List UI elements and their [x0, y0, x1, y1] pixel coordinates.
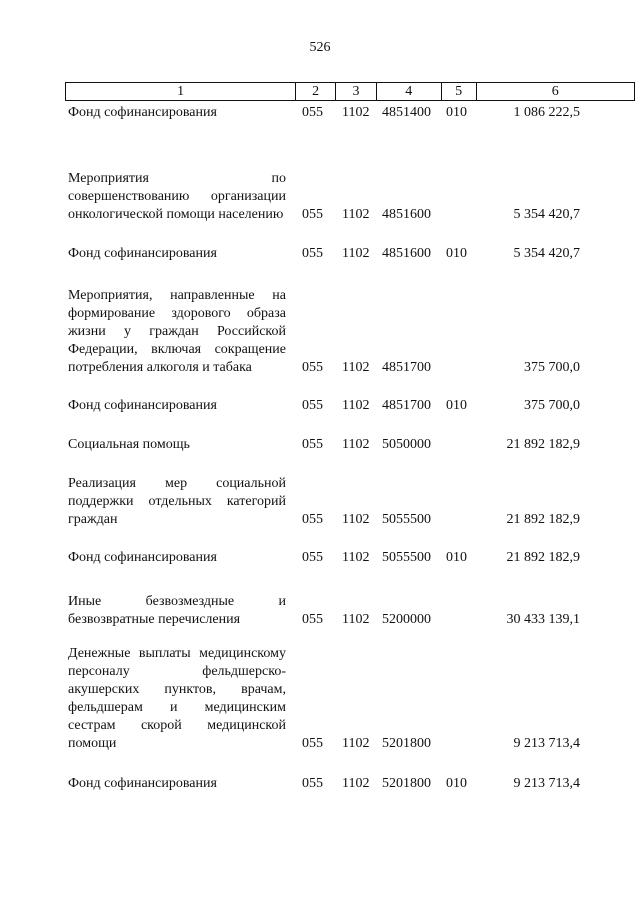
table-row [0, 475, 640, 529]
row-c6: 5 354 420,7 [513, 246, 580, 261]
row-name: Иные безвозмездные и безвозвратные перечисления [68, 594, 286, 627]
row-c2: 055 [302, 360, 323, 375]
row-c3: 1102 [342, 736, 370, 751]
row-c5: 010 [446, 105, 467, 120]
row-c6: 21 892 182,9 [506, 512, 580, 527]
row-c4: 5050000 [382, 437, 431, 452]
row-name: Фонд софинансирования [68, 550, 217, 565]
row-name: Денежные выплаты медицинскому персоналу фельдшерско-акушерских пунктов, врачам, фельдшерам и медицинским сестрам скорой медицинской помощи [68, 646, 286, 751]
row-c6: 5 354 420,7 [513, 207, 580, 222]
row-c2: 055 [302, 105, 323, 120]
row-name: Социальная помощь [68, 437, 190, 452]
row-c4: 4851600 [382, 207, 431, 222]
row-c3: 1102 [342, 360, 370, 375]
table-row [0, 436, 640, 454]
row-c6: 375 700,0 [524, 398, 580, 413]
row-c2: 055 [302, 776, 323, 791]
row-c3: 1102 [342, 207, 370, 222]
header-col-2: 2 [295, 83, 335, 100]
row-c3: 1102 [342, 246, 370, 261]
row-c2: 055 [302, 736, 323, 751]
table-row [0, 397, 640, 415]
table-header [65, 82, 635, 101]
row-c5: 010 [446, 246, 467, 261]
row-c2: 055 [302, 550, 323, 565]
table-row [0, 593, 640, 629]
table-row [0, 104, 640, 122]
row-c3: 1102 [342, 512, 370, 527]
page-number: 526 [309, 40, 331, 55]
row-c3: 1102 [342, 776, 370, 791]
row-c3: 1102 [342, 437, 370, 452]
row-c6: 1 086 222,5 [513, 105, 580, 120]
row-c6: 9 213 713,4 [513, 736, 580, 751]
row-c3: 1102 [342, 105, 370, 120]
row-c3: 1102 [342, 398, 370, 413]
row-c4: 5201800 [382, 736, 431, 751]
row-c6: 21 892 182,9 [506, 550, 580, 565]
row-c5: 010 [446, 550, 467, 565]
row-c5: 010 [446, 776, 467, 791]
row-c4: 4851700 [382, 360, 431, 375]
row-name: Фонд софинансирования [68, 776, 217, 791]
table-row [0, 645, 640, 753]
table-row [0, 775, 640, 793]
row-c2: 055 [302, 246, 323, 261]
row-c6: 375 700,0 [524, 360, 580, 375]
row-c4: 4851700 [382, 398, 431, 413]
row-c6: 21 892 182,9 [506, 437, 580, 452]
header-col-3: 3 [335, 83, 376, 100]
row-c2: 055 [302, 398, 323, 413]
table-row [0, 549, 640, 567]
row-name: Фонд софинансирования [68, 246, 217, 261]
row-name: Реализация мер социальной поддержки отдельных категорий граждан [68, 476, 286, 527]
header-col-1: 1 [177, 84, 185, 99]
table-row [0, 152, 640, 224]
row-c4: 4851600 [382, 246, 431, 261]
row-c6: 30 433 139,1 [506, 612, 580, 627]
table-row [0, 245, 640, 263]
header-col-4: 4 [376, 83, 441, 100]
row-c4: 5055500 [382, 512, 431, 527]
row-name: Фонд софинансирования [68, 398, 217, 413]
row-c4: 5055500 [382, 550, 431, 565]
row-c3: 1102 [342, 550, 370, 565]
row-c6: 9 213 713,4 [513, 776, 580, 791]
row-name: Фонд софинансирования [68, 105, 217, 120]
header-col-5: 5 [441, 83, 476, 100]
table-row [0, 287, 640, 377]
row-c2: 055 [302, 437, 323, 452]
row-c4: 5200000 [382, 612, 431, 627]
row-name: Мероприятия, направленные на формирование здорового образа жизни у граждан Российской Федерации, включая сокращение потребления алкоголя и табака [68, 288, 286, 375]
row-c5: 010 [446, 398, 467, 413]
header-col-6: 6 [476, 83, 634, 100]
row-name: Мероприятия по совершенствованию организации онкологической помощи населению [68, 171, 286, 222]
row-c2: 055 [302, 207, 323, 222]
row-c3: 1102 [342, 612, 370, 627]
row-c2: 055 [302, 612, 323, 627]
row-c2: 055 [302, 512, 323, 527]
row-c4: 5201800 [382, 776, 431, 791]
row-c4: 4851400 [382, 105, 431, 120]
